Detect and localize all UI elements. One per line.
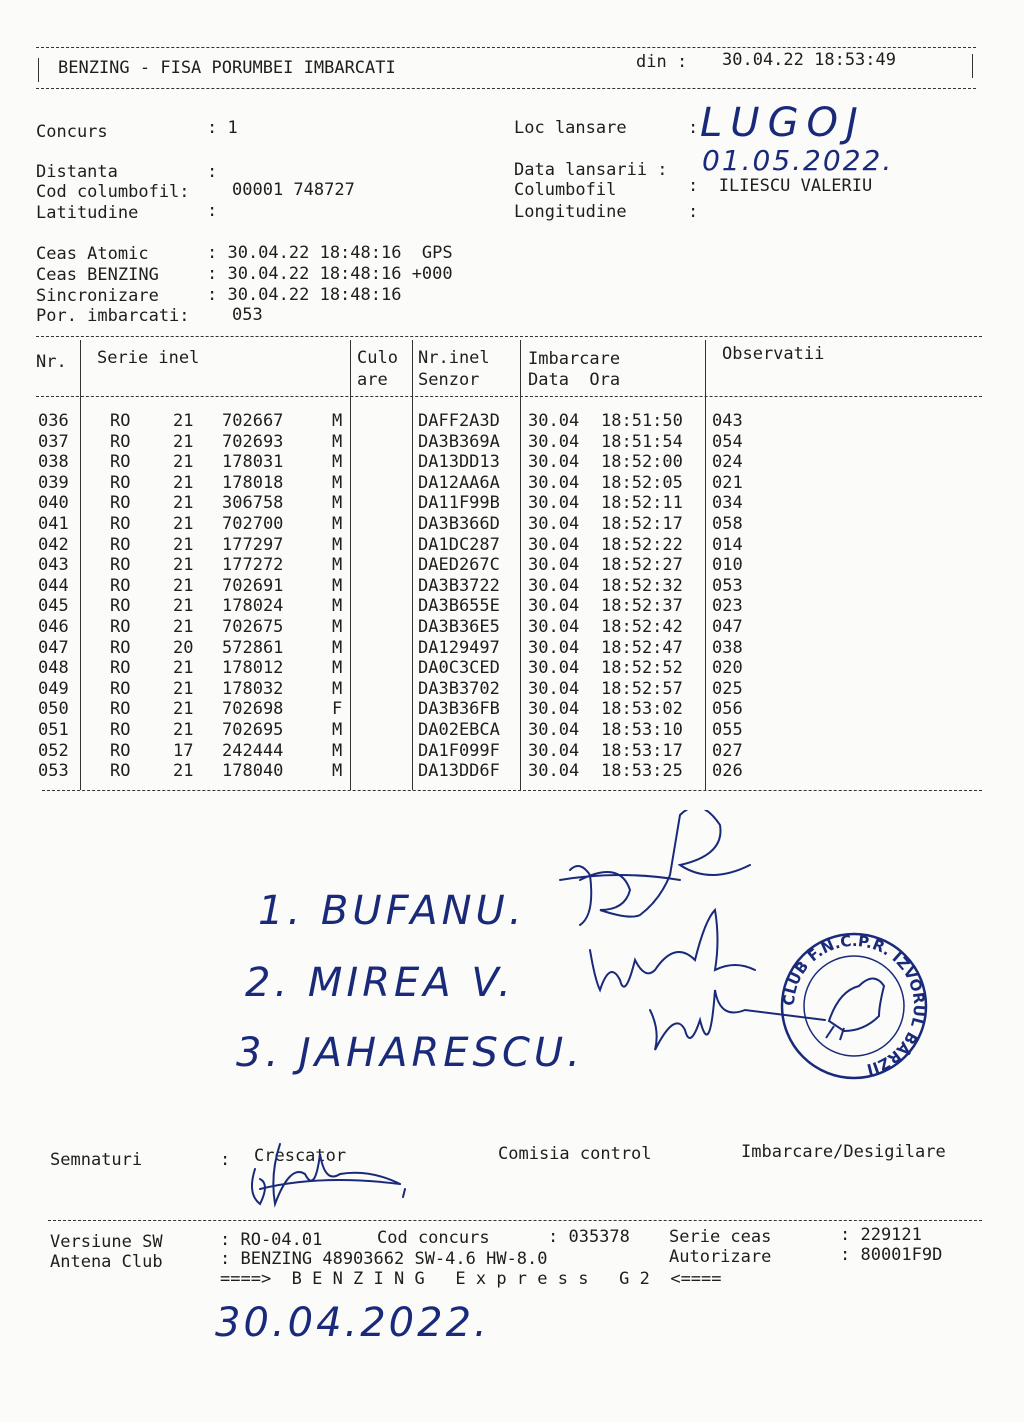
row-nr: 050 — [38, 699, 69, 720]
autorizare-value: : 80001F9D — [840, 1245, 943, 1265]
row-sex: M — [332, 596, 343, 617]
row-data: 30.04 — [528, 493, 580, 514]
semnaturi-label: Semnaturi — [50, 1150, 143, 1170]
row-inel: 242444 — [222, 740, 284, 761]
row-tara: RO — [110, 411, 131, 431]
row-data: 30.04 — [528, 637, 580, 658]
row-an: 21 — [173, 514, 194, 534]
row-sex: M — [332, 534, 343, 555]
row-sex: F — [332, 699, 343, 720]
row-sex: M — [332, 514, 343, 534]
row-senzor: DA3B369A — [418, 431, 500, 452]
row-tara: RO — [110, 555, 131, 576]
row-observatii: 014 — [712, 534, 743, 555]
row-an: 20 — [173, 637, 194, 658]
distanta-sep: : — [207, 162, 218, 182]
row-sex: M — [332, 678, 343, 699]
benzing-express-line: ====> B E N Z I N G E x p r e s s G 2 <==== — [220, 1269, 722, 1289]
row-an: 21 — [173, 431, 194, 452]
row-tara: RO — [110, 575, 131, 596]
row-nr: 045 — [38, 596, 69, 617]
row-data: 30.04 — [528, 534, 580, 555]
commission-member-3: 3. JAHARESCU. — [236, 1030, 584, 1076]
row-nr: 051 — [38, 720, 69, 740]
crescator-signature — [230, 1134, 420, 1214]
concurs-label: Concurs — [36, 122, 108, 142]
row-observatii: 026 — [712, 761, 743, 782]
header-right-border — [972, 54, 973, 78]
row-an: 21 — [173, 555, 194, 576]
row-ora: 18:52:05 — [601, 472, 683, 493]
row-nr: 036 — [38, 411, 69, 431]
sincronizare-value: : 30.04.22 18:48:16 — [207, 285, 402, 305]
row-senzor: DA3B36FB — [418, 699, 500, 720]
row-sex: M — [332, 658, 343, 679]
row-tara: RO — [110, 720, 131, 740]
semnaturi-sep: : — [220, 1150, 231, 1170]
row-data: 30.04 — [528, 472, 580, 493]
row-tara: RO — [110, 596, 131, 617]
row-inel: 178024 — [222, 596, 284, 617]
row-observatii: 043 — [712, 411, 743, 431]
document-title: BENZING - FISA PORUMBEI IMBARCATI — [58, 58, 396, 78]
ceas-benzing-label: Ceas BENZING — [36, 265, 159, 285]
row-sex: M — [332, 411, 343, 431]
columbofil-label: Columbofil — [514, 180, 617, 200]
porumbei-imbarcati-label: Por. imbarcati: — [36, 306, 190, 326]
row-nr: 039 — [38, 472, 69, 493]
row-inel: 702700 — [222, 514, 284, 534]
row-inel: 702695 — [222, 720, 284, 740]
row-tara: RO — [110, 431, 131, 452]
row-senzor: DA3B3702 — [418, 678, 500, 699]
row-ora: 18:51:50 — [601, 411, 683, 431]
header-top-border — [36, 47, 976, 48]
row-inel: 306758 — [222, 493, 284, 514]
row-ora: 18:52:47 — [601, 637, 683, 658]
din-label: din : — [636, 52, 688, 72]
row-senzor: DA3B3722 — [418, 575, 500, 596]
row-an: 21 — [173, 720, 194, 740]
col-header-observatii: Observatii — [722, 344, 825, 364]
row-an: 21 — [173, 617, 194, 637]
row-observatii: 021 — [712, 472, 743, 493]
row-inel: 702691 — [222, 575, 284, 596]
row-sex: M — [332, 720, 343, 740]
din-timestamp: 30.04.22 18:53:49 — [722, 50, 896, 70]
row-observatii: 027 — [712, 740, 743, 761]
row-observatii: 034 — [712, 493, 743, 514]
row-ora: 18:52:32 — [601, 575, 683, 596]
row-observatii: 058 — [712, 514, 743, 534]
row-an: 21 — [173, 452, 194, 473]
row-tara: RO — [110, 534, 131, 555]
versiune-sw-label: Versiune SW — [50, 1232, 163, 1252]
row-data: 30.04 — [528, 699, 580, 720]
col-divider-nr — [80, 340, 81, 790]
latitudine-label: Latitudine — [36, 203, 139, 223]
row-senzor: DA12AA6A — [418, 472, 500, 493]
row-data: 30.04 — [528, 555, 580, 576]
row-observatii: 038 — [712, 637, 743, 658]
ceas-benzing-value: : 30.04.22 18:48:16 +000 — [207, 264, 453, 284]
row-an: 21 — [173, 761, 194, 782]
row-tara: RO — [110, 740, 131, 761]
row-an: 21 — [173, 678, 194, 699]
ceas-atomic-label: Ceas Atomic — [36, 244, 149, 264]
row-senzor: DA13DD13 — [418, 452, 500, 473]
row-nr: 042 — [38, 534, 69, 555]
row-an: 21 — [173, 658, 194, 679]
row-data: 30.04 — [528, 617, 580, 637]
row-sex: M — [332, 575, 343, 596]
row-ora: 18:52:00 — [601, 452, 683, 473]
row-senzor: DA3B366D — [418, 514, 500, 534]
row-inel: 178040 — [222, 761, 284, 782]
row-observatii: 024 — [712, 452, 743, 473]
row-sex: M — [332, 431, 343, 452]
col-header-culoare-1: Culo — [357, 348, 398, 368]
col-divider-culoare — [412, 340, 413, 790]
row-inel: 702698 — [222, 699, 284, 720]
row-ora: 18:52:52 — [601, 658, 683, 679]
row-ora: 18:53:02 — [601, 699, 683, 720]
row-nr: 040 — [38, 493, 69, 514]
row-an: 21 — [173, 472, 194, 493]
row-senzor: DA0C3CED — [418, 658, 500, 679]
row-data: 30.04 — [528, 431, 580, 452]
club-stamp — [774, 926, 934, 1086]
distanta-label: Distanta — [36, 162, 118, 182]
autorizare-label: Autorizare — [669, 1247, 772, 1267]
row-inel: 178018 — [222, 472, 284, 493]
cod-concurs-value: : 035378 — [548, 1227, 630, 1247]
row-senzor: DAFF2A3D — [418, 411, 500, 431]
col-header-serie-inel: Serie inel — [97, 348, 200, 368]
sincronizare-label: Sincronizare — [36, 286, 159, 306]
row-ora: 18:52:27 — [601, 555, 683, 576]
row-data: 30.04 — [528, 452, 580, 473]
row-inel: 702667 — [222, 411, 284, 431]
handwritten-date: 30.04.2022. — [215, 1300, 490, 1346]
row-sex: M — [332, 617, 343, 637]
loc-lansare-sep: : — [688, 118, 699, 138]
row-inel: 177272 — [222, 555, 284, 576]
ceas-atomic-value: : 30.04.22 18:48:16 GPS — [207, 243, 453, 263]
row-tara: RO — [110, 452, 131, 473]
commission-member-1: 1. BUFANU. — [258, 888, 526, 934]
row-nr: 048 — [38, 658, 69, 679]
row-sex: M — [332, 493, 343, 514]
row-an: 17 — [173, 740, 194, 761]
serie-ceas-label: Serie ceas — [669, 1227, 772, 1247]
row-inel: 178031 — [222, 452, 284, 473]
col-divider-imbarcare — [705, 340, 706, 790]
row-ora: 18:53:17 — [601, 740, 683, 761]
row-sex: M — [332, 637, 343, 658]
porumbei-imbarcati-value: 053 — [232, 305, 263, 325]
antena-club-label: Antena Club — [50, 1252, 163, 1272]
row-senzor: DA11F99B — [418, 493, 500, 514]
row-senzor: DA1F099F — [418, 740, 500, 761]
row-data: 30.04 — [528, 658, 580, 679]
row-data: 30.04 — [528, 596, 580, 617]
row-inel: 178032 — [222, 678, 284, 699]
row-ora: 18:51:54 — [601, 431, 683, 452]
row-observatii: 047 — [712, 617, 743, 637]
row-inel: 572861 — [222, 637, 284, 658]
row-ora: 18:53:10 — [601, 720, 683, 740]
row-sex: M — [332, 761, 343, 782]
row-senzor: DA129497 — [418, 637, 500, 658]
row-senzor: DAED267C — [418, 555, 500, 576]
row-nr: 046 — [38, 617, 69, 637]
row-an: 21 — [173, 596, 194, 617]
antena-club-value: : BENZING 48903662 SW-4.6 HW-8.0 — [220, 1249, 548, 1269]
table-header-border — [36, 396, 982, 397]
cod-concurs-label: Cod concurs — [377, 1228, 490, 1248]
row-data: 30.04 — [528, 575, 580, 596]
row-observatii: 010 — [712, 555, 743, 576]
row-tara: RO — [110, 761, 131, 782]
row-observatii: 055 — [712, 720, 743, 740]
row-ora: 18:52:37 — [601, 596, 683, 617]
loc-lansare-handwritten: LUGOJ — [700, 100, 866, 146]
row-an: 21 — [173, 534, 194, 555]
row-observatii: 023 — [712, 596, 743, 617]
row-inel: 702693 — [222, 431, 284, 452]
row-tara: RO — [110, 617, 131, 637]
row-data: 30.04 — [528, 740, 580, 761]
row-tara: RO — [110, 637, 131, 658]
data-lansarii-label: Data lansarii : — [514, 160, 668, 180]
row-sex: M — [332, 452, 343, 473]
columbofil-value: : ILIESCU VALERIU — [688, 176, 873, 196]
row-tara: RO — [110, 493, 131, 514]
serie-ceas-value: : 229121 — [840, 1225, 922, 1245]
imbarcare-desigilare-label: Imbarcare/Desigilare — [741, 1142, 946, 1162]
row-observatii: 020 — [712, 658, 743, 679]
row-senzor: DA1DC287 — [418, 534, 500, 555]
cod-columbofil-label: Cod columbofil: — [36, 182, 190, 202]
latitudine-sep: : — [207, 201, 218, 221]
row-data: 30.04 — [528, 720, 580, 740]
versiune-sw-value: : RO-04.01 — [220, 1230, 323, 1250]
row-data: 30.04 — [528, 514, 580, 534]
loc-lansare-label: Loc lansare — [514, 118, 627, 138]
footer-top-border — [48, 1220, 982, 1221]
row-an: 21 — [173, 699, 194, 720]
row-nr: 052 — [38, 740, 69, 761]
row-data: 30.04 — [528, 678, 580, 699]
row-tara: RO — [110, 699, 131, 720]
row-sex: M — [332, 555, 343, 576]
row-ora: 18:52:11 — [601, 493, 683, 514]
row-tara: RO — [110, 678, 131, 699]
header-left-border — [38, 58, 39, 82]
row-senzor: DA3B655E — [418, 596, 500, 617]
row-senzor: DA02EBCA — [418, 720, 500, 740]
row-ora: 18:52:42 — [601, 617, 683, 637]
commission-member-2: 2. MIREA V. — [245, 960, 515, 1006]
row-data: 30.04 — [528, 761, 580, 782]
row-ora: 18:52:22 — [601, 534, 683, 555]
row-tara: RO — [110, 472, 131, 493]
row-nr: 038 — [38, 452, 69, 473]
row-nr: 037 — [38, 431, 69, 452]
row-observatii: 025 — [712, 678, 743, 699]
row-inel: 702675 — [222, 617, 284, 637]
comisia-control-label: Comisia control — [498, 1144, 652, 1164]
row-inel: 177297 — [222, 534, 284, 555]
col-header-culoare-2: are — [357, 370, 388, 390]
longitudine-sep: : — [688, 202, 699, 222]
col-header-data-ora: Data Ora — [528, 370, 621, 390]
row-ora: 18:53:25 — [601, 761, 683, 782]
header-bottom-border — [36, 88, 976, 89]
row-senzor: DA13DD6F — [418, 761, 500, 782]
row-sex: M — [332, 740, 343, 761]
row-tara: RO — [110, 514, 131, 534]
row-observatii: 054 — [712, 431, 743, 452]
row-nr: 049 — [38, 678, 69, 699]
crescator-label: Crescator — [254, 1146, 347, 1166]
col-header-nr: Nr. — [36, 352, 67, 372]
concurs-value: : 1 — [207, 118, 238, 138]
col-divider-serie — [350, 340, 351, 790]
row-nr: 047 — [38, 637, 69, 658]
row-observatii: 053 — [712, 575, 743, 596]
col-header-nr-inel: Nr.inel — [418, 348, 490, 368]
table-bottom-border — [42, 790, 982, 791]
row-nr: 041 — [38, 514, 69, 534]
cod-columbofil-value: 00001 748727 — [232, 180, 355, 200]
row-an: 21 — [173, 575, 194, 596]
stamp-text: CLUB F.N.C.P.R. IZVORUL BÂRZII — [779, 931, 929, 1079]
row-data: 30.04 — [528, 411, 580, 431]
row-nr: 043 — [38, 555, 69, 576]
row-observatii: 056 — [712, 699, 743, 720]
row-nr: 053 — [38, 761, 69, 782]
row-ora: 18:52:57 — [601, 678, 683, 699]
row-nr: 044 — [38, 575, 69, 596]
col-header-imbarcare: Imbarcare — [528, 349, 621, 369]
table-top-border — [36, 336, 982, 337]
col-header-senzor: Senzor — [418, 370, 480, 390]
longitudine-label: Longitudine — [514, 202, 627, 222]
row-inel: 178012 — [222, 658, 284, 679]
row-sex: M — [332, 472, 343, 493]
row-an: 21 — [173, 493, 194, 514]
col-divider-senzor — [520, 340, 521, 790]
row-senzor: DA3B36E5 — [418, 617, 500, 637]
data-lansarii-handwritten: 01.05.2022. — [702, 144, 894, 177]
row-tara: RO — [110, 658, 131, 679]
row-ora: 18:52:17 — [601, 514, 683, 534]
row-an: 21 — [173, 411, 194, 431]
